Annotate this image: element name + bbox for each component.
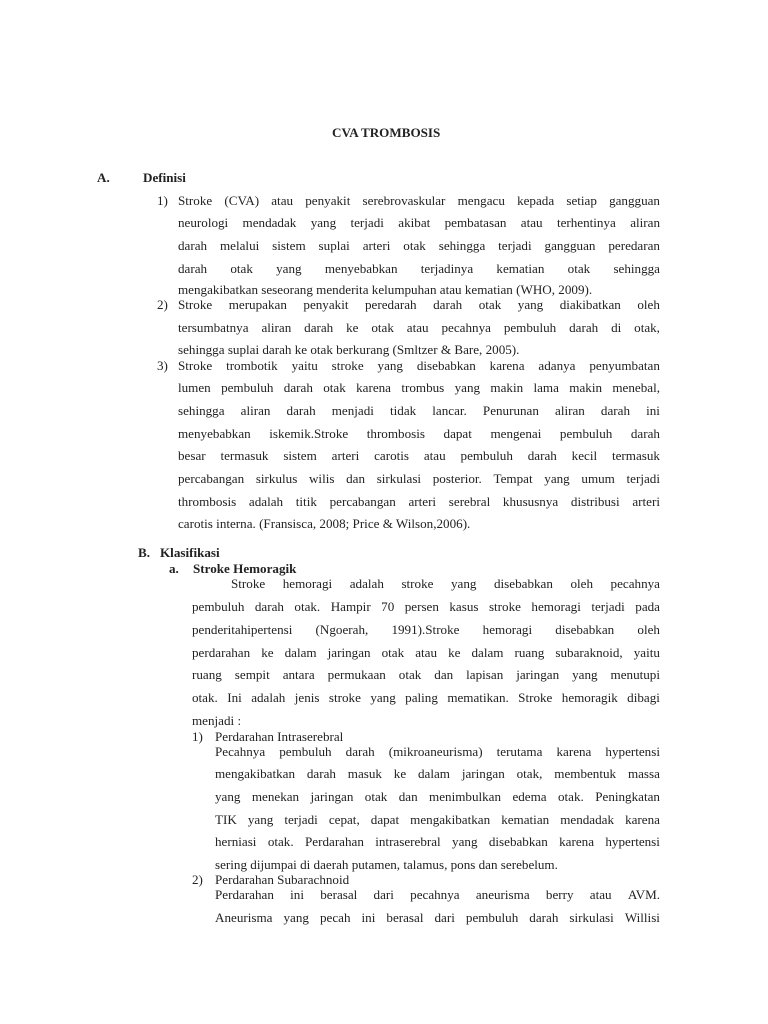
list-item-line: menyebabkan iskemik.Stroke thrombosis dapat mengenai pembuluh darah: [178, 426, 660, 441]
section-a-marker: A.: [97, 170, 110, 185]
paragraph-line: ruang sempit antara permukaan otak dan lapisan jaringan yang menutupi: [192, 667, 660, 682]
list-item-line: mengakibatkan darah masuk ke dalam jaringan otak, membentuk massa: [215, 766, 660, 781]
section-b-marker: B.: [138, 545, 151, 560]
list-item-line: Stroke trombotik yaitu stroke yang disebabkan karena adanya penyumbatan: [178, 358, 660, 373]
list-item-line: sering dijumpai di daerah putamen, talamus, pons dan serebelum.: [215, 857, 558, 872]
list-item-line: percabangan sirkulus wilis dan sirkulasi posterior. Tempat yang umum terjadi: [178, 471, 660, 486]
list-item-line: tersumbatnya aliran darah ke otak atau pecahnya pembuluh darah di otak,: [178, 320, 660, 335]
list-item-line: thrombosis adalah titik percabangan arteri serebral khususnya distribusi arteri: [178, 494, 660, 509]
list-number: 2): [157, 297, 168, 312]
list-number: 1): [192, 729, 203, 744]
list-item-line: herniasi otak. Perdarahan intraserebral yang disebabkan karena hypertensi: [215, 834, 660, 849]
document-title: CVA TROMBOSIS: [332, 125, 441, 140]
list-item-line: sehingga suplai darah ke otak berkurang (Smltzer & Bare, 2005).: [178, 342, 520, 357]
list-number: 3): [157, 358, 168, 373]
list-item-line: sehingga aliran darah menjadi tidak lancar. Penurunan aliran darah ini: [178, 403, 660, 418]
list-item-line: carotis interna. (Fransisca, 2008; Price & Wilson,2006).: [178, 516, 471, 531]
list-item-line: lumen pembuluh darah otak karena trombus yang makin lama makin menebal,: [178, 380, 660, 395]
list-item-heading: Perdarahan Subarachnoid: [215, 872, 350, 887]
paragraph-line: menjadi :: [192, 713, 242, 728]
list-item-line: darah otak yang menyebabkan terjadinya kematian otak sehingga: [178, 261, 660, 276]
paragraph-line: Stroke hemoragi adalah stroke yang disebabkan oleh pecahnya: [231, 576, 660, 591]
subsection-a-marker: a.: [169, 561, 179, 576]
list-item-line: Stroke merupakan penyakit peredarah darah otak yang diakibatkan oleh: [178, 297, 660, 312]
list-number: 2): [192, 872, 203, 887]
list-item-line: Aneurisma yang pecah ini berasal dari pembuluh darah sirkulasi Willisi: [215, 910, 660, 925]
list-item-line: TIK yang terjadi cepat, dapat mengakibatkan kematian mendadak karena: [215, 812, 660, 827]
list-item-line: besar termasuk sistem arteri carotis atau pembuluh darah kecil termasuk: [178, 448, 660, 463]
list-number: 1): [157, 193, 168, 208]
list-item-line: yang menekan jaringan otak dan menimbulkan edema otak. Peningkatan: [215, 789, 660, 804]
paragraph-line: pembuluh darah otak. Hampir 70 persen kasus stroke hemoragi terjadi pada: [192, 599, 660, 614]
list-item-line: neurologi mendadak yang terjadi akibat pembatasan atau terhentinya aliran: [178, 215, 660, 230]
paragraph-line: otak. Ini adalah jenis stroke yang paling mematikan. Stroke hemoragik dibagi: [192, 690, 660, 705]
paragraph-line: perdarahan ke dalam jaringan otak atau ke dalam ruang subaraknoid, yaitu: [192, 645, 660, 660]
list-item-line: darah melalui sistem suplai arteri otak sehingga terjadi gangguan peredaran: [178, 238, 660, 253]
list-item-line: mengakibatkan seseorang menderita kelumpuhan atau kematian (WHO, 2009).: [178, 282, 593, 297]
list-item-line: Perdarahan ini berasal dari pecahnya aneurisma berry atau AVM.: [215, 887, 660, 902]
list-item-line: Pecahnya pembuluh darah (mikroaneurisma) terutama karena hypertensi: [215, 744, 660, 759]
paragraph-line: penderitahipertensi (Ngoerah, 1991).Stroke hemoragi disebabkan oleh: [192, 622, 660, 637]
list-item-line: Stroke (CVA) atau penyakit serebrovaskular mengacu kepada setiap gangguan: [178, 193, 660, 208]
section-a-heading: Definisi: [143, 170, 186, 185]
section-b-heading: Klasifikasi: [160, 545, 220, 560]
subsection-a-heading: Stroke Hemoragik: [193, 561, 297, 576]
list-item-heading: Perdarahan Intraserebral: [215, 729, 344, 744]
